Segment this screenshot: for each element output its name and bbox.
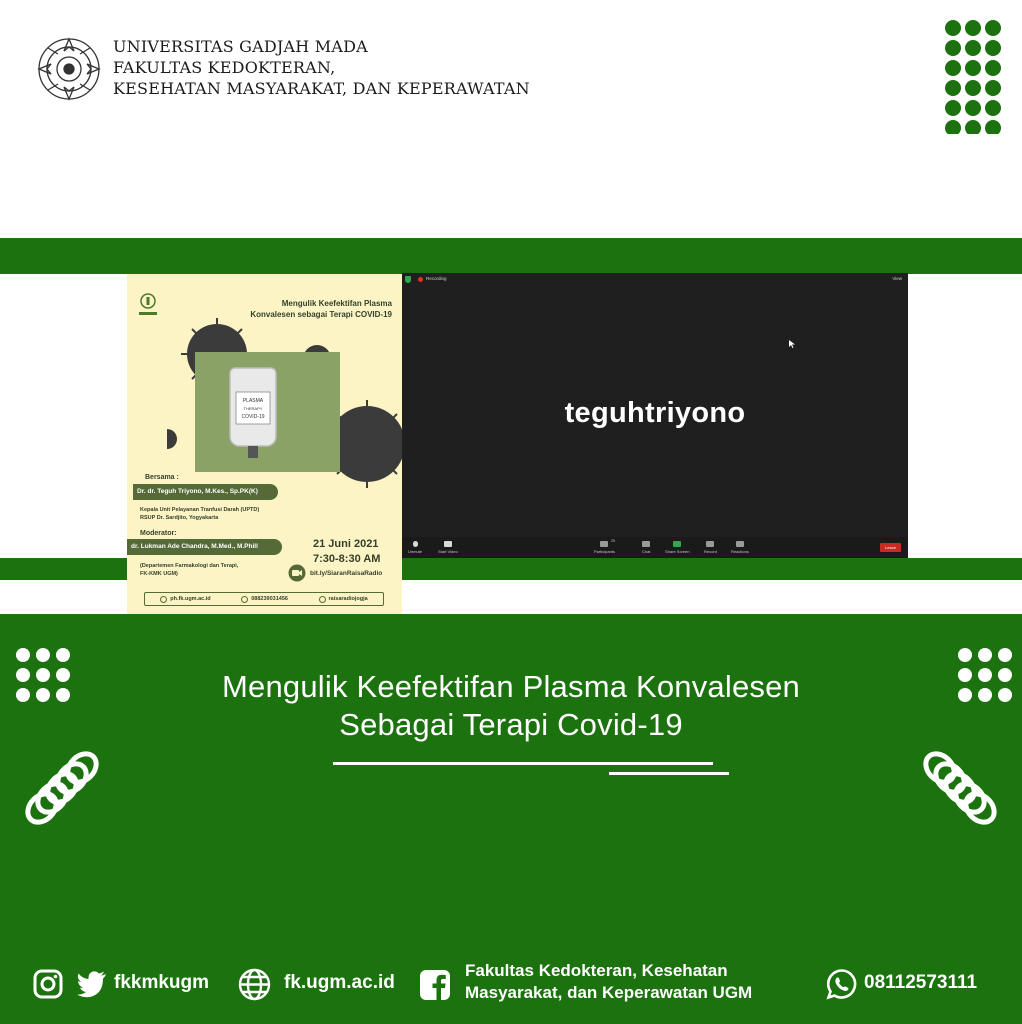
globe-icon[interactable] bbox=[238, 968, 271, 1001]
main-title bbox=[100, 668, 922, 744]
decorative-coin-stack bbox=[916, 742, 1002, 828]
decorative-dot bbox=[958, 668, 972, 682]
decorative-dot bbox=[56, 668, 70, 682]
decorative-dot bbox=[36, 648, 50, 662]
chat-button[interactable] bbox=[642, 541, 650, 554]
leave-button[interactable]: Leave bbox=[880, 543, 901, 552]
participants-label: Participants bbox=[594, 549, 615, 554]
decorative-dot bbox=[36, 688, 50, 702]
poster-instagram bbox=[319, 596, 368, 603]
decorative-dot bbox=[965, 120, 981, 134]
faculty-line-1: FAKULTAS KEDOKTERAN, bbox=[113, 58, 336, 77]
facebook-page-name-line-2: Masyarakat, dan Keperawatan UGM bbox=[465, 983, 753, 1002]
globe-icon bbox=[160, 596, 167, 603]
website-link[interactable]: fk.ugm.ac.id bbox=[284, 972, 395, 993]
decorative-dot bbox=[16, 648, 30, 662]
unmute-button[interactable] bbox=[408, 541, 422, 554]
decorative-dot bbox=[965, 80, 981, 96]
video-off-icon bbox=[444, 541, 452, 547]
event-date: 21 Juni 2021 bbox=[313, 538, 379, 550]
decorative-dot bbox=[985, 80, 1001, 96]
video-camera-icon bbox=[288, 564, 306, 582]
decorative-coin-stack bbox=[20, 742, 106, 828]
main-title-line-2: Sebagai Terapi Covid-19 bbox=[339, 707, 683, 742]
view-button[interactable]: View bbox=[892, 276, 902, 281]
university-line: UNIVERSITAS GADJAH MADA bbox=[113, 37, 368, 56]
university-name bbox=[113, 36, 530, 99]
microphone-muted-icon bbox=[413, 541, 418, 547]
moderator-name-pill: dr. Lukman Ade Chandra, M.Med., M.Phill bbox=[127, 539, 282, 555]
decorative-dot bbox=[958, 648, 972, 662]
stream-link: bit.ly/SiaranRaisaRadio bbox=[310, 570, 383, 577]
facebook-page-name[interactable] bbox=[465, 960, 752, 1004]
whatsapp-icon bbox=[241, 596, 248, 603]
event-time: 7:30-8:30 AM bbox=[313, 553, 381, 565]
participants-count: 25 bbox=[611, 539, 615, 543]
moderator-label: Moderator: bbox=[140, 530, 177, 537]
decorative-dot bbox=[965, 40, 981, 56]
record-label: Record bbox=[704, 549, 717, 554]
moderator-department bbox=[140, 562, 238, 578]
instagram-icon[interactable] bbox=[33, 969, 63, 999]
share-screen-button[interactable] bbox=[665, 541, 689, 554]
decorative-dot bbox=[978, 668, 992, 682]
title-underline-short bbox=[609, 772, 729, 775]
twitter-icon[interactable] bbox=[77, 970, 107, 998]
decorative-dot bbox=[985, 120, 1001, 134]
decorative-dot bbox=[56, 648, 70, 662]
chat-label: Chat bbox=[642, 549, 651, 554]
zoom-meeting-window bbox=[402, 273, 908, 558]
decorative-dot bbox=[998, 688, 1012, 702]
poster-web-text: ph.fk.ugm.ac.id bbox=[170, 596, 211, 602]
chat-icon bbox=[642, 541, 650, 547]
zoom-top-bar bbox=[402, 273, 908, 287]
decorative-dot bbox=[978, 648, 992, 662]
svg-text:COVID-19: COVID-19 bbox=[241, 414, 265, 420]
shield-icon[interactable] bbox=[405, 276, 411, 283]
poster-with-label: Bersama : bbox=[145, 474, 179, 481]
whatsapp-icon[interactable] bbox=[826, 968, 858, 1000]
decorative-dot bbox=[945, 120, 961, 134]
decorative-dot bbox=[945, 60, 961, 76]
zoom-toolbar bbox=[402, 537, 908, 558]
record-icon bbox=[706, 541, 714, 547]
instagram-icon bbox=[319, 596, 326, 603]
participant-name: teguhtriyono bbox=[564, 397, 746, 429]
decorative-dot bbox=[985, 20, 1001, 36]
ugm-logo-icon bbox=[36, 36, 102, 102]
reactions-icon bbox=[736, 541, 744, 547]
speaker-institution bbox=[140, 506, 259, 522]
poster-phone-text: 088239031456 bbox=[251, 596, 288, 602]
moderator-department-line-2: FK-KMK UGM) bbox=[140, 571, 178, 577]
decorative-dot bbox=[16, 668, 30, 682]
participants-icon bbox=[600, 541, 608, 547]
start-video-label: Start Video bbox=[438, 549, 458, 554]
decorative-dot-grid bbox=[945, 20, 1001, 134]
main-title-line-1: Mengulik Keefektifan Plasma Konvalesen bbox=[222, 669, 800, 704]
record-button[interactable] bbox=[704, 541, 717, 554]
start-video-button[interactable] bbox=[438, 541, 458, 554]
unmute-label: Unmute bbox=[408, 549, 423, 554]
decorative-dot bbox=[965, 60, 981, 76]
decorative-dot bbox=[985, 40, 1001, 56]
decorative-dot bbox=[56, 688, 70, 702]
decorative-dot bbox=[958, 688, 972, 702]
decorative-dot bbox=[985, 60, 1001, 76]
decorative-dot bbox=[16, 688, 30, 702]
decorative-dot-grid bbox=[958, 648, 1012, 702]
facebook-icon[interactable] bbox=[420, 970, 450, 1000]
svg-text:THERAPY: THERAPY bbox=[243, 406, 263, 411]
decorative-dot-grid bbox=[16, 648, 70, 702]
decorative-dot bbox=[945, 40, 961, 56]
whatsapp-number[interactable]: 08112573111 bbox=[864, 972, 978, 993]
poster-phone bbox=[241, 596, 288, 603]
decorative-dot bbox=[998, 648, 1012, 662]
decorative-dot bbox=[978, 688, 992, 702]
poster-instagram-text: raisaradiojogja bbox=[328, 596, 368, 602]
poster-title-line-2: Konvalesen sebagai Terapi COVID-19 bbox=[250, 310, 392, 319]
raisa-logo-icon bbox=[137, 292, 159, 320]
facebook-page-name-line-1: Fakultas Kedokteran, Kesehatan bbox=[465, 961, 728, 980]
recording-dot-icon bbox=[418, 277, 423, 282]
title-underline bbox=[333, 762, 713, 765]
speaker-institution-line-2: RSUP Dr. Sardjito, Yogyakarta bbox=[140, 515, 219, 521]
social-handle[interactable]: fkkmkugm bbox=[114, 972, 210, 993]
speaker-name-pill: Dr. dr. Teguh Triyono, M.Kes., Sp.PK(K) bbox=[133, 484, 278, 500]
svg-text:PLASMA: PLASMA bbox=[242, 398, 264, 404]
mouse-cursor-icon bbox=[789, 340, 795, 348]
decorative-dot bbox=[945, 80, 961, 96]
reactions-button[interactable] bbox=[731, 541, 749, 554]
decorative-dot bbox=[945, 100, 961, 116]
share-screen-label: Share Screen bbox=[665, 549, 690, 554]
poster-web bbox=[160, 596, 210, 603]
poster-contact-bar bbox=[144, 592, 384, 606]
event-poster bbox=[127, 274, 402, 614]
reactions-label: Reactions bbox=[731, 549, 749, 554]
plasma-bag-illustration bbox=[224, 366, 282, 461]
share-screen-icon bbox=[673, 541, 681, 547]
decorative-dot bbox=[945, 20, 961, 36]
moderator-department-line-1: (Departemen Farmakologi dan Terapi, bbox=[140, 563, 239, 569]
speaker-institution-line-1: Kepala Unit Pelayanan Tranfusi Darah (UPTD) bbox=[140, 507, 260, 513]
decorative-dot bbox=[965, 20, 981, 36]
decorative-dot bbox=[965, 100, 981, 116]
decorative-dot bbox=[36, 668, 50, 682]
poster-title-line-1: Mengulik Keefektifan Plasma bbox=[281, 299, 392, 308]
footer-contact-bar bbox=[0, 958, 1022, 1010]
decorative-dot bbox=[998, 668, 1012, 682]
decorative-dot bbox=[985, 100, 1001, 116]
green-band-top bbox=[0, 238, 1022, 274]
recording-label: Recording bbox=[426, 276, 447, 281]
header bbox=[0, 0, 1022, 238]
faculty-line-2: KESEHATAN MASYARAKAT, DAN KEPERAWATAN bbox=[113, 79, 530, 98]
